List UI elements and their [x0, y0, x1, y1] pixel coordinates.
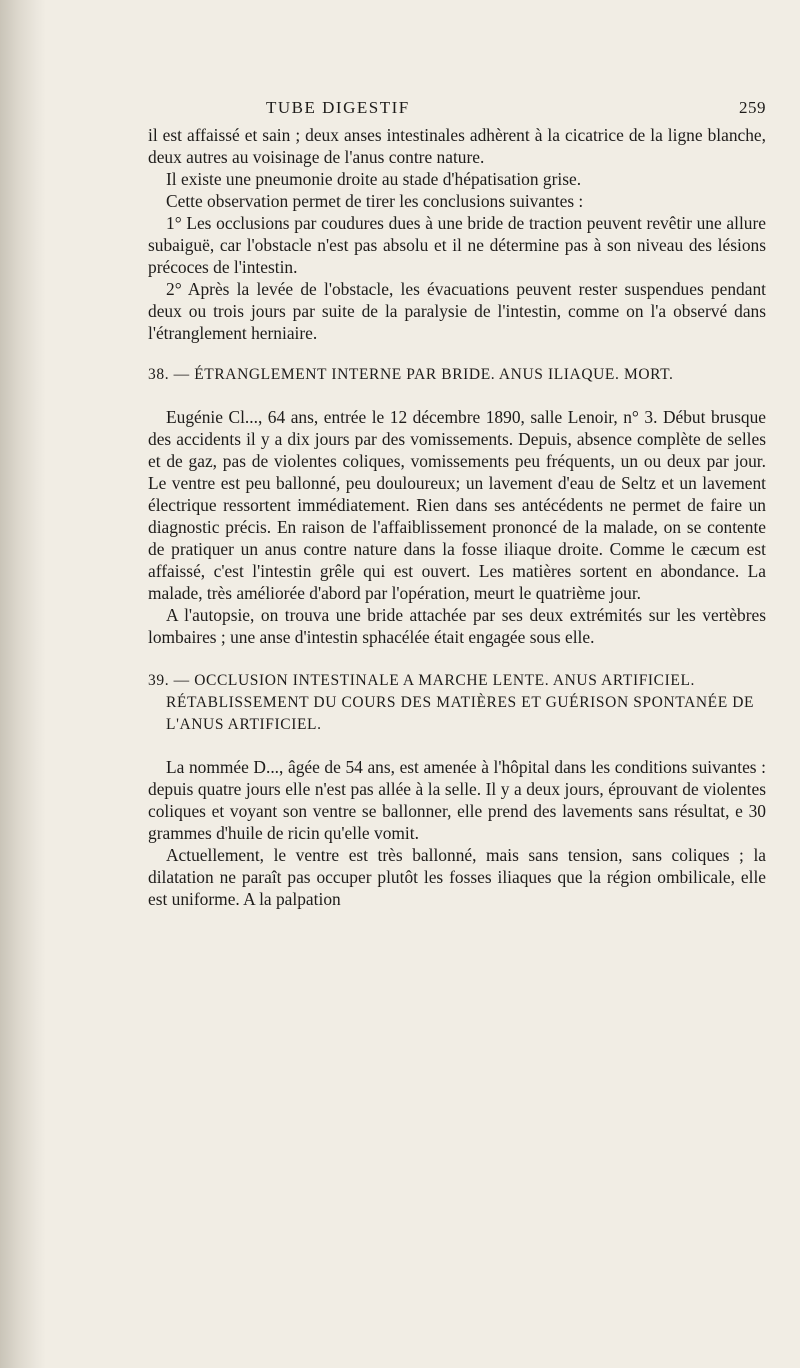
- paragraph-case-39-status: Actuellement, le ventre est très ballonné, mais sans tension, sans coliques ; la dilatation ne paraît pas occuper plutôt les fosses iliaques que la région ombilicale, elle est uniforme. A la palpation: [148, 845, 766, 909]
- paragraph-conclusions-intro: Cette observation permet de tirer les conclusions suivantes :: [166, 191, 584, 211]
- paragraph-case-38-autopsy: A l'autopsie, on trouva une bride attachée par ses deux extrémités sur les vertèbres lombaires ; une anse d'intestin sphacélée était engagée sous elle.: [148, 605, 766, 647]
- paragraph-conclusion-2: 2° Après la levée de l'obstacle, les évacuations peuvent rester suspendues pendant deux ou trois jours par suite de la paralysie de l'intestin, comme on l'a observé dans l'étranglement herniaire.: [148, 279, 766, 343]
- running-header: [148, 98, 766, 124]
- page-gutter-shadow: [0, 0, 46, 1368]
- paragraph-case-39-history: La nommée D..., âgée de 54 ans, est amenée à l'hôpital dans les conditions suivantes : depuis quatre jours elle n'est pas allée à la selle. Il y a deux jours, éprouvant de violentes coliques et voyant son ventre se ballonner, elle prend des lavements sans résultat, e 30 grammes d'huile de ricin qu'elle vomit.: [148, 757, 766, 843]
- book-page: [148, 98, 766, 910]
- paragraph-pneumonia: Il existe une pneumonie droite au stade d'hépatisation grise.: [166, 169, 582, 189]
- paragraph-case-38-history: Eugénie Cl..., 64 ans, entrée le 12 décembre 1890, salle Lenoir, n° 3. Début brusque des accidents il y a dix jours par des vomissements. Depuis, absence complète de selles et de gaz, pas de violentes coliques, vomissements peu fréquents, un ou deux par jour. Le ventre est peu ballonné, peu douloureux; un lavement d'eau de Seltz et un lavement électrique ressortent immédiatement. Rien dans ses antécédents ne permet de faire un diagnostic précis. En raison de l'affaiblissement prononcé de la malade, on se contente de pratiquer un anus contre nature dans la fosse iliaque droite. Comme le cæcum est affaissé, c'est l'intestin grêle qui est ouvert. Les matières sortent en abondance. La malade, très améliorée d'abord par l'opération, meurt le quatrième jour.: [148, 407, 766, 603]
- paragraph-continuation: il est affaissé et sain ; deux anses intestinales adhèrent à la cicatrice de la ligne blanche, deux autres au voisinage de l'anus contre nature.: [148, 125, 766, 167]
- running-title: TUBE DIGESTIF: [266, 98, 410, 117]
- page-number: 259: [739, 98, 766, 117]
- case-39-heading: 39. — OCCLUSION INTESTINALE A MARCHE LENTE. ANUS ARTIFICIEL. RÉTABLISSEMENT DU COURS DES MATIÈRES ET GUÉRISON SPONTANÉE DE L'ANUS ARTIFICIEL.: [148, 672, 755, 733]
- case-38-heading: 38. — ÉTRANGLEMENT INTERNE PAR BRIDE. ANUS ILIAQUE. MORT.: [148, 366, 674, 383]
- paragraph-conclusion-1: 1° Les occlusions par coudures dues à une bride de traction peuvent revêtir une allure subaiguë, car l'obstacle n'est pas absolu et il ne détermine pas à son niveau des lésions précoces de l'intestin.: [148, 213, 766, 277]
